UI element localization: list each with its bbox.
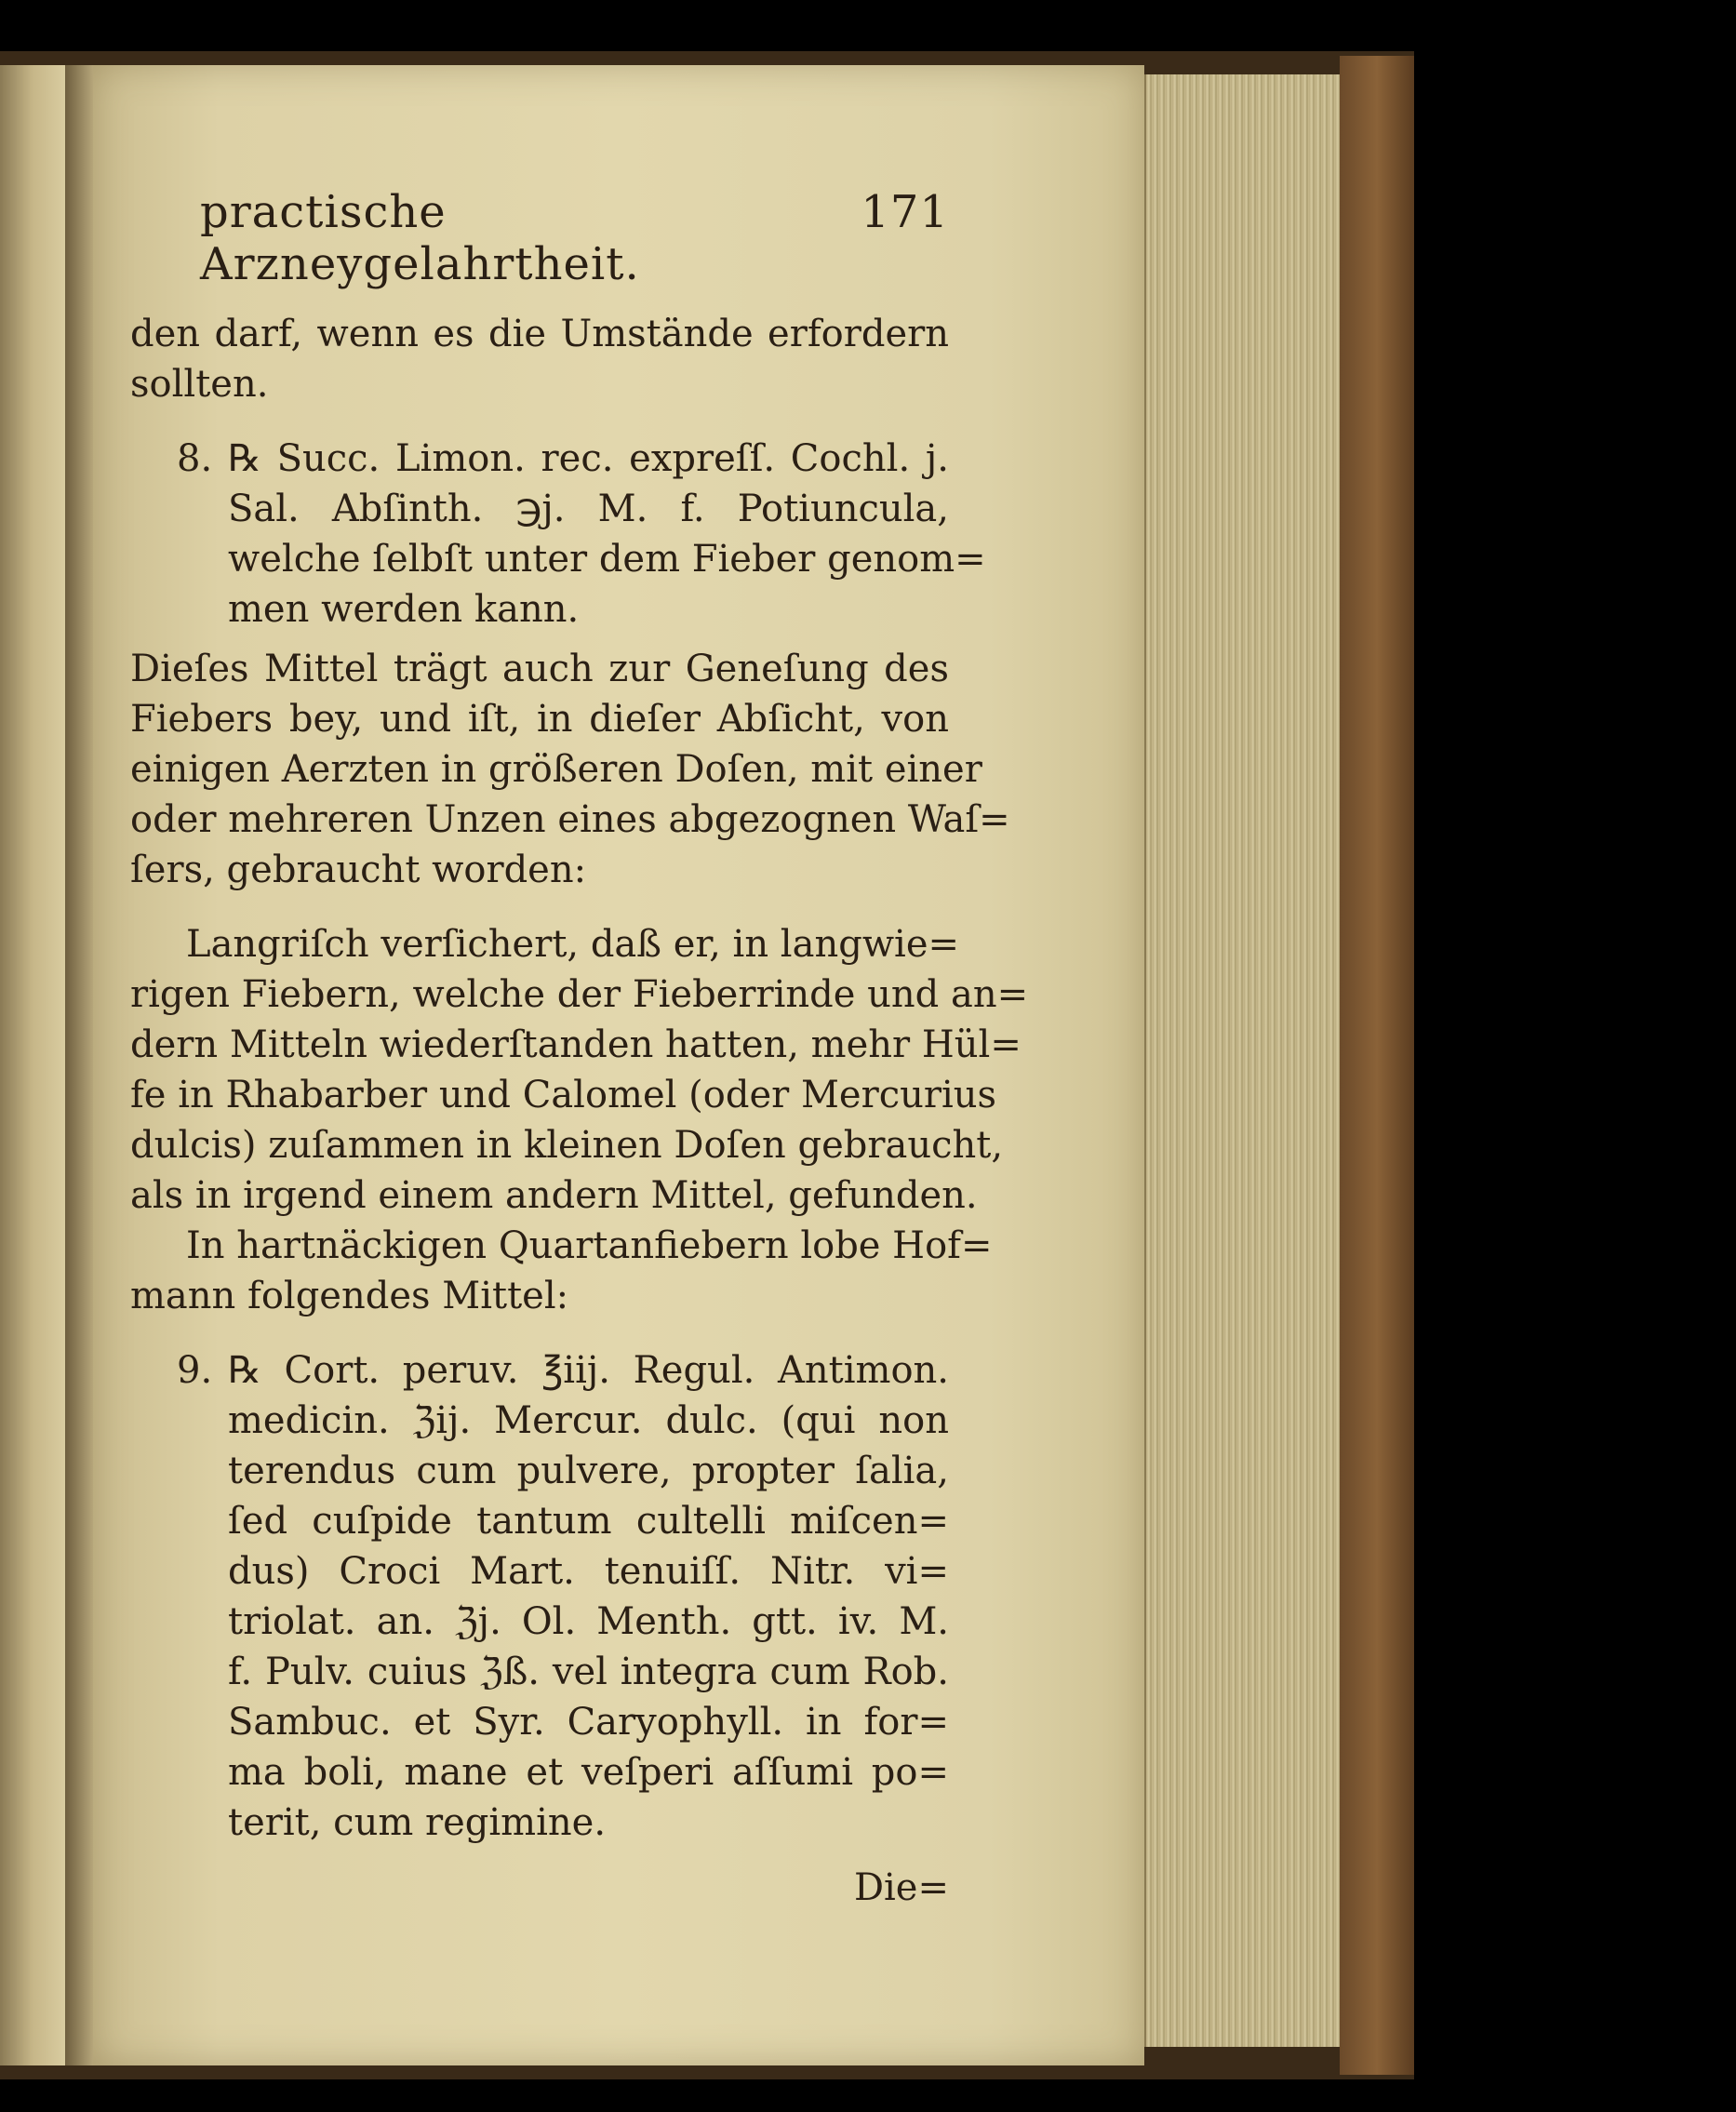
recipe-line: Sambuc. et Syr. Caryophyll. in for= — [228, 1701, 949, 1744]
recipe-line: ma boli, mane et veſperi aſſumi po= — [228, 1751, 949, 1794]
running-header — [200, 186, 949, 290]
recipe-line: 9. ℞ Cort. peruv. ℥iij. Regul. Antimon. — [130, 1345, 949, 1396]
book-gutter — [65, 65, 93, 2065]
text-line: ſers, gebraucht worden: — [130, 849, 587, 891]
text-line: den darf, wenn es die Umstände erfordern — [130, 313, 949, 355]
recipe-line: Sal. Abſinth. ℈j. M. f. Potiuncula, — [228, 488, 949, 530]
recipe-line: f. Pulv. cuius ℨß. vel integra cum Rob. — [228, 1651, 949, 1693]
text-line: Langriſch verſichert, daß er, in langwie= — [186, 923, 960, 966]
recipe-line: medicin. ℨij. Mercur. dulc. (qui non — [228, 1399, 949, 1442]
paragraph-4 — [130, 1221, 993, 1321]
recipe-line: welche ſelbſt unter dem Fieber genom= — [228, 538, 986, 581]
recipe-line: terendus cum pulvere, propter ſalia, — [228, 1450, 949, 1492]
page-number: 171 — [861, 186, 949, 238]
page-text — [130, 186, 1029, 1909]
recipe-8 — [130, 434, 986, 635]
text-line: einigen Aerzten in größeren Doſen, mit einer — [130, 748, 982, 791]
text-line: fe in Rhabarber und Calomel (oder Mercurius — [130, 1074, 997, 1116]
text-line: Fiebers bey, und iſt, in dieſer Abſicht, von — [130, 698, 949, 741]
text-line: als in irgend einem andern Mittel, gefunden. — [130, 1174, 978, 1217]
text-line: dulcis) zuſammen in kleinen Doſen gebraucht, — [130, 1124, 1004, 1167]
text-line: In hartnäckigen Quartanfiebern lobe Hof= — [186, 1224, 993, 1267]
recipe-number: 8. — [177, 437, 213, 480]
recipe-line: ſed cuſpide tantum cultelli miſcen= — [228, 1500, 949, 1543]
recipe-line: dus) Croci Mart. tenuiſſ. Nitr. vi= — [228, 1550, 949, 1593]
paragraph-3 — [130, 919, 1029, 1221]
page-block-edges — [1144, 74, 1346, 2047]
text-line: oder mehreren Unzen eines abgezognen Waſ= — [130, 798, 1010, 841]
recipe-number: 9. — [177, 1349, 213, 1392]
recipe-9 — [130, 1345, 949, 1848]
text-line: mann folgendes Mittel: — [130, 1275, 569, 1317]
recipe-line: men werden kann. — [228, 588, 580, 631]
running-title: practische Arzneygelahrtheit. — [200, 186, 640, 290]
text-line: sollten. — [130, 363, 269, 406]
catchword: Die= — [853, 1866, 949, 1909]
paragraph-2 — [130, 644, 1010, 895]
text-line: rigen Fiebern, welche der Fieberrinde und an= — [130, 973, 1029, 1016]
text-line: Dieſes Mittel trägt auch zur Geneſung des — [130, 648, 949, 690]
recipe-line: terit, cum regimine. — [228, 1801, 607, 1844]
facing-page-edge — [0, 65, 67, 2065]
recipe-line: triolat. an. ℨj. Ol. Menth. gtt. iv. M. — [228, 1600, 949, 1643]
paragraph-1 — [130, 309, 949, 409]
book-cover-edge — [1340, 56, 1414, 2075]
recipe-line: 8. ℞ Succ. Limon. rec. expreſſ. Cochl. j. — [130, 434, 949, 484]
text-line: dern Mitteln wiederſtanden hatten, mehr Hül= — [130, 1023, 1022, 1066]
